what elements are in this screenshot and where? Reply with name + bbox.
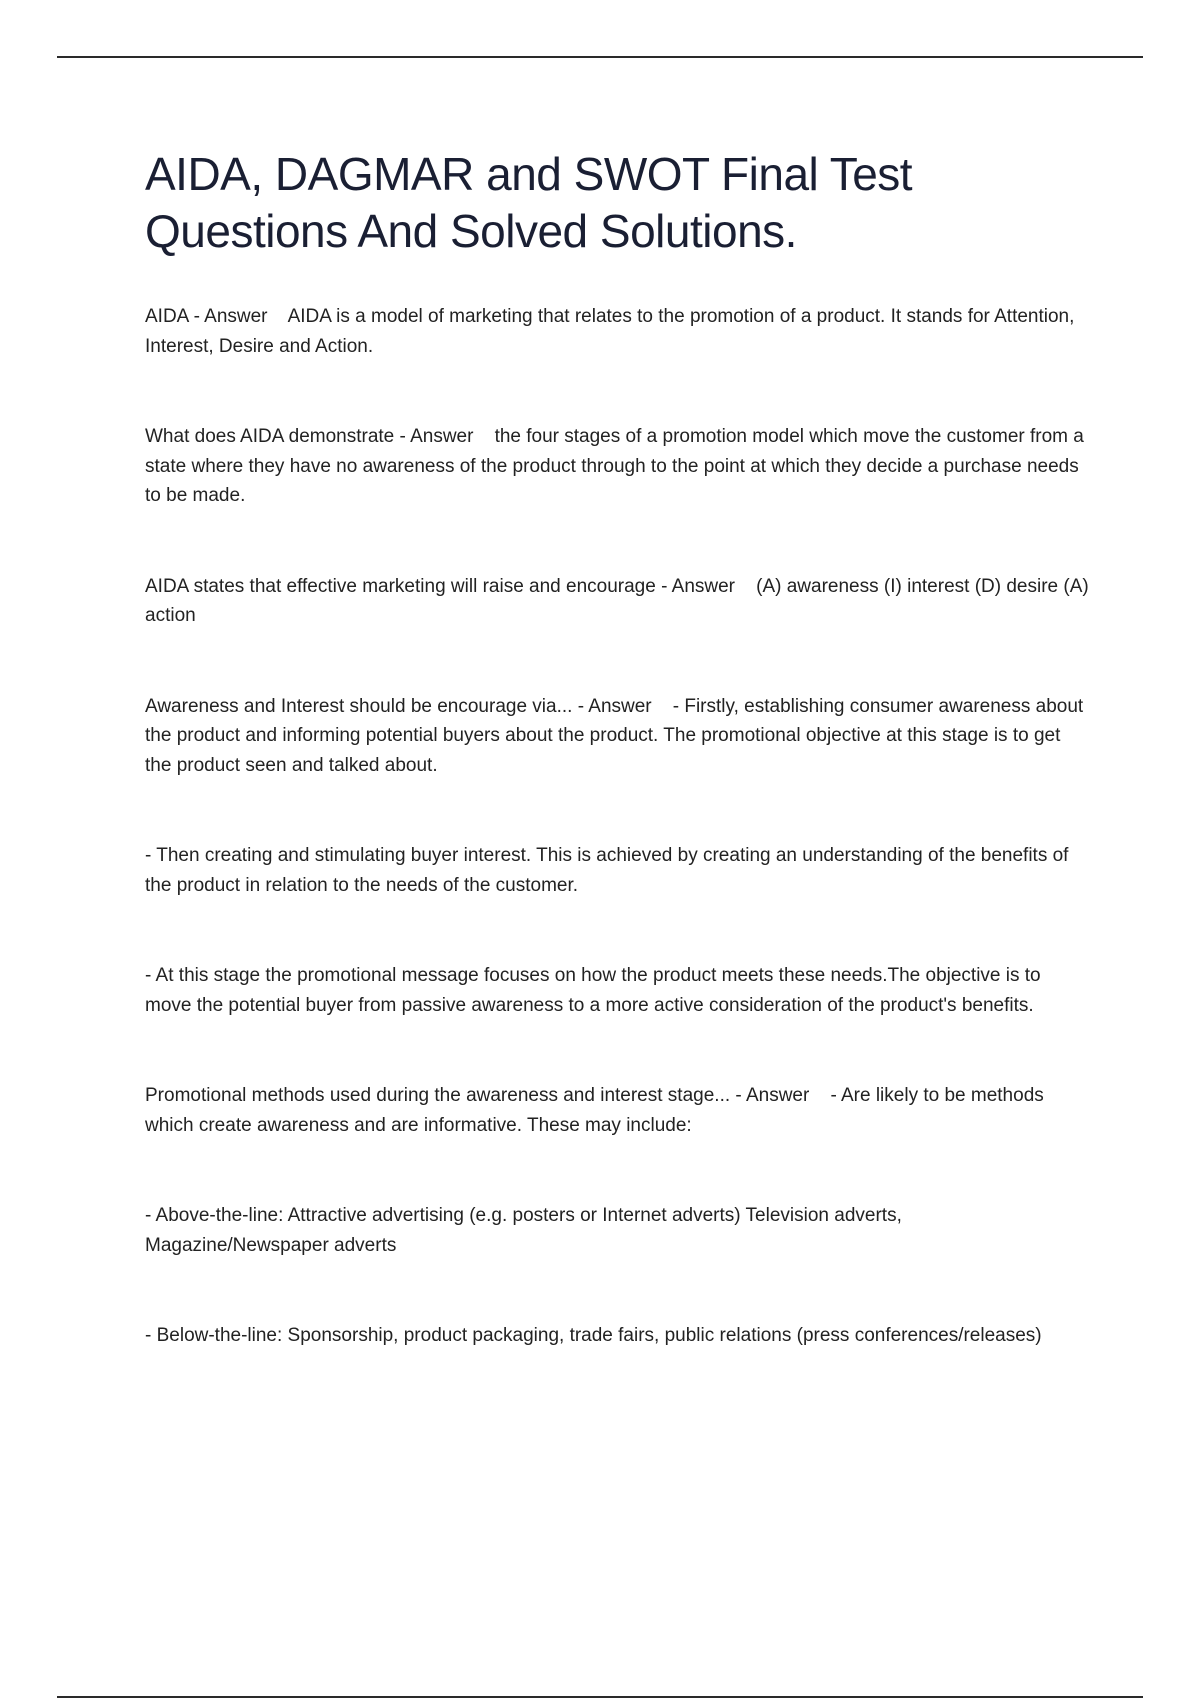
answer-text: AIDA is a model of marketing that relates to the promotion of a product. It stands for Attention, Interest, Desire and Action. xyxy=(145,306,1075,357)
continuation-paragraph: - At this stage the promotional message focuses on how the product meets these needs.The objective is to move the potential buyer from passive awareness to a more active consideration of the product's benefits. xyxy=(145,965,1041,1016)
question-text: Promotional methods used during the awareness and interest stage... xyxy=(145,1085,731,1106)
question-text: AIDA xyxy=(145,306,189,327)
continuation-paragraph: - Below-the-line: Sponsorship, product packaging, trade fairs, public relations (press conferences/releases) xyxy=(145,1325,1042,1346)
qa-entry xyxy=(145,422,1090,511)
answer-text: - Firstly, establishing consumer awareness about the product and informing potential buyers about the product. The promotional objective at this stage is to get the product seen and talked about. xyxy=(145,695,1084,776)
document-title: AIDA, DAGMAR and SWOT Final Test Questions And Solved Solutions. xyxy=(145,148,913,257)
answer-text: - Are likely to be methods which create awareness and are informative. These may include: xyxy=(145,1085,1044,1136)
qa-list xyxy=(145,302,1090,1412)
continuation-paragraph: - Above-the-line: Attractive advertising (e.g. posters or Internet adverts) Television adverts, Magazine/Newspaper adverts xyxy=(145,1205,902,1256)
answer-separator: - Answer xyxy=(572,695,673,717)
question-text: AIDA states that effective marketing will raise and encourage xyxy=(145,575,656,597)
question-text: What does AIDA demonstrate xyxy=(145,426,395,447)
continuation-paragraph: - Then creating and stimulating buyer interest. This is achieved by creating an understanding of the benefits of the product in relation to the needs of the customer. xyxy=(145,845,1069,896)
answer-separator: - Answer xyxy=(655,575,757,597)
answer-separator: - Answer xyxy=(394,426,495,447)
qa-entry xyxy=(145,1081,1090,1140)
bottom-rule xyxy=(57,1696,1143,1698)
qa-entry xyxy=(145,572,1090,631)
answer-separator: - Answer xyxy=(730,1085,831,1106)
qa-entry xyxy=(145,692,1090,781)
top-rule xyxy=(57,56,1143,58)
qa-entry xyxy=(145,302,1090,361)
answer-text: (A) awareness (I) interest (D) desire (A) action xyxy=(145,575,1089,626)
answer-separator: - Answer xyxy=(188,306,288,327)
answer-text: the four stages of a promotion model which move the customer from a state where they have no awareness of the product through to the point at which they decide a purchase needs to be made. xyxy=(145,426,1084,506)
question-text: Awareness and Interest should be encourage via... xyxy=(145,695,573,717)
